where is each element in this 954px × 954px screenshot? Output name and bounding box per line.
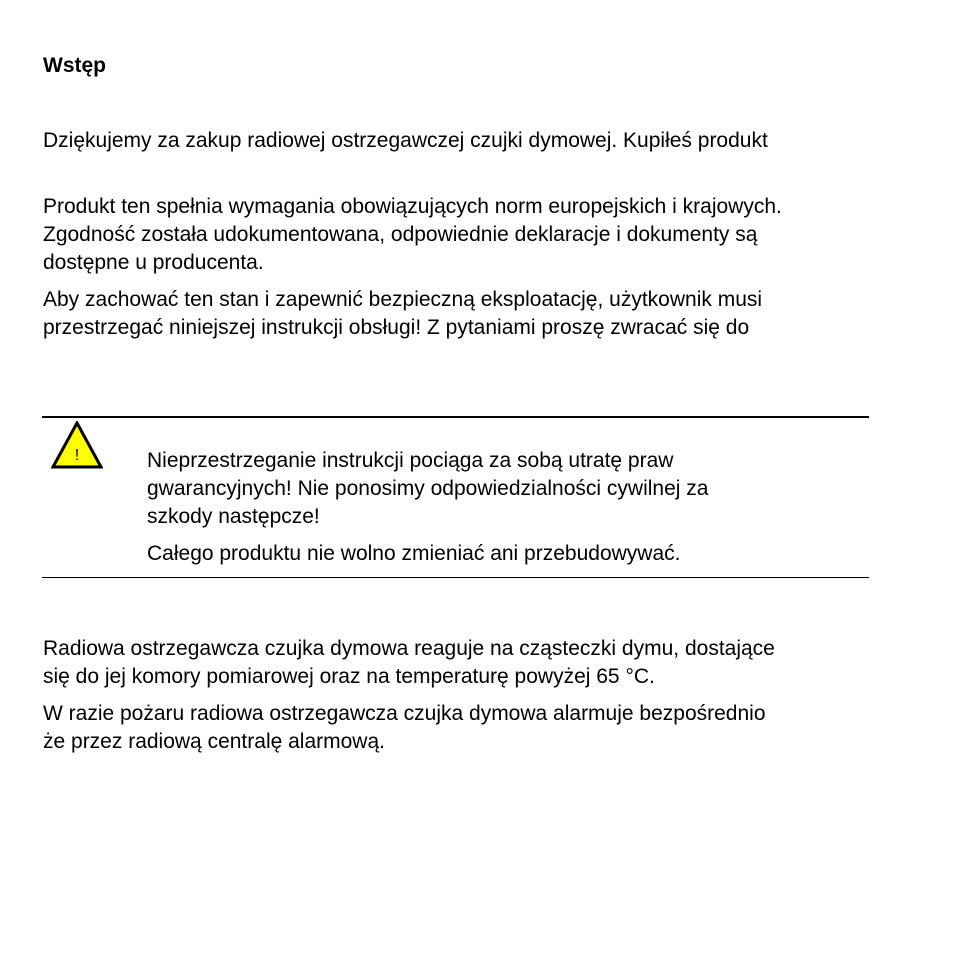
warning-triangle-icon xyxy=(51,421,103,469)
section-heading: Wstęp xyxy=(43,54,106,77)
warning-bottom-rule xyxy=(42,577,869,578)
sensor-paragraph xyxy=(43,635,923,691)
intro-line: Dziękujemy za zakup radiowej ostrzegawczej czujki dymowej. Kupiłeś produkt xyxy=(43,129,768,152)
alarm-paragraph xyxy=(43,700,954,756)
compliance-paragraph xyxy=(43,286,923,342)
norms-paragraph xyxy=(43,193,923,277)
alarm-line: W razie pożaru radiowa ostrzegawcza czujka dymowa alarmuje bezpośrednio xyxy=(43,702,766,725)
warning-note: Całego produktu nie wolno zmieniać ani przebudowywać. xyxy=(147,542,681,565)
norms-line: Produkt ten spełnia wymagania obowiązujących norm europejskich i krajowych. xyxy=(43,195,782,218)
compliance-line: Aby zachować ten stan i zapewnić bezpieczną eksploatację, użytkownik musi xyxy=(43,288,763,311)
intro-paragraph xyxy=(43,127,768,155)
warning-line: gwarancyjnych! Nie ponosimy odpowiedzialności cywilnej za xyxy=(147,477,709,500)
warning-text xyxy=(147,447,847,531)
norms-line: Zgodność została udokumentowana, odpowiednie deklaracje i dokumenty są xyxy=(43,223,758,246)
sensor-line: Radiowa ostrzegawcza czujka dymowa reaguje na cząsteczki dymu, dostające xyxy=(43,637,775,660)
norms-line: dostępne u producenta. xyxy=(43,251,264,274)
sensor-line: się do jej komory pomiarowej oraz na temperaturę powyżej 65 °C. xyxy=(43,665,655,688)
warning-glyph: ! xyxy=(74,447,80,464)
warning-line: Nieprzestrzeganie instrukcji pociąga za sobą utratę praw xyxy=(147,449,674,472)
warning-line: szkody następcze! xyxy=(147,505,320,528)
warning-top-rule xyxy=(42,416,869,418)
alarm-line: że przez radiową centralę alarmową. xyxy=(43,730,385,753)
compliance-line: przestrzegać niniejszej instrukcji obsługi! Z pytaniami proszę zwracać się do xyxy=(43,316,750,339)
